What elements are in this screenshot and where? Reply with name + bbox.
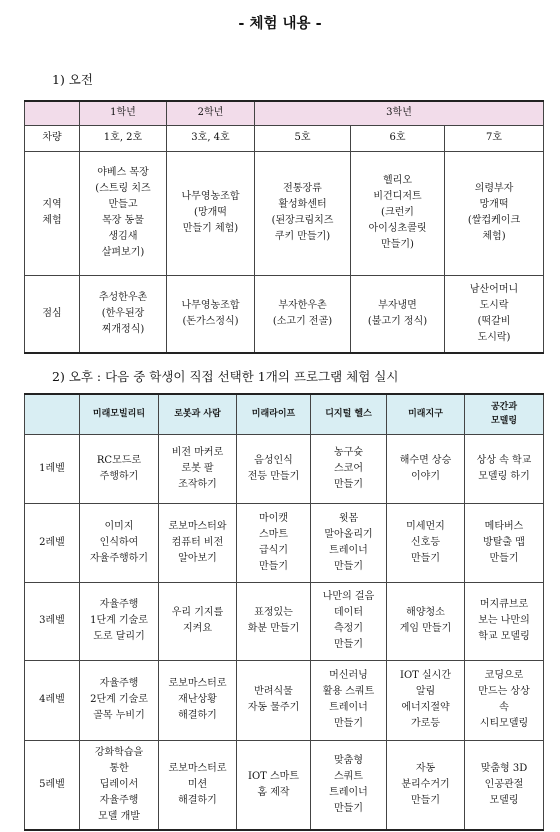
vehicle-cell: 1호, 2호 bbox=[80, 125, 167, 151]
vehicle-cell: 6호 bbox=[351, 125, 445, 151]
morning-table bbox=[24, 100, 544, 354]
program-cell: 머지큐브로 보는 나만의 학교 모델링 bbox=[465, 582, 544, 660]
program-cell: 나만의 걸음 데이터 측정기 만들기 bbox=[311, 582, 387, 660]
program-cell: 비전 마커로 로봇 팔 조작하기 bbox=[159, 434, 237, 503]
program-cell: 상상 속 학교 모델링 하기 bbox=[465, 434, 544, 503]
program-cell: 자동 분리수거기 만들기 bbox=[387, 740, 465, 830]
experience-cell: 야베스 목장 (스트링 치즈 만들고 목장 동물 생김새 살펴보기) bbox=[80, 151, 167, 275]
lunch-label: 점심 bbox=[25, 275, 80, 353]
corner-cell bbox=[25, 101, 80, 125]
experience-cell: 의령부자 망개떡 (쌀컵케이크 체험) bbox=[445, 151, 544, 275]
program-cell: 우리 기지를 지켜요 bbox=[159, 582, 237, 660]
table-row bbox=[25, 503, 544, 582]
morning-heading: 1) 오전 bbox=[52, 72, 93, 87]
lunch-cell: 부자한우촌 (소고기 전골) bbox=[255, 275, 351, 353]
program-cell: 윗몸 말아올리기 트레이너 만들기 bbox=[311, 503, 387, 582]
afternoon-table bbox=[24, 393, 544, 831]
program-column-header: 미래모빌리티 bbox=[80, 394, 159, 434]
program-cell: 로보마스터로 재난상황 해결하기 bbox=[159, 660, 237, 740]
program-cell: 강화학습을 통한 딥레이서 자율주행 모델 개발 bbox=[80, 740, 159, 830]
lunch-cell: 부자냉면 (불고기 정식) bbox=[351, 275, 445, 353]
program-cell: 농구슛 스코어 만들기 bbox=[311, 434, 387, 503]
level-label: 3레벨 bbox=[25, 582, 80, 660]
grade-header: 1학년 bbox=[80, 101, 167, 125]
program-cell: 표정있는 화분 만들기 bbox=[237, 582, 311, 660]
experience-label: 지역 체험 bbox=[25, 151, 80, 275]
vehicle-cell: 3호, 4호 bbox=[167, 125, 255, 151]
table-row bbox=[25, 660, 544, 740]
program-cell: 이미지 인식하여 자율주행하기 bbox=[80, 503, 159, 582]
experience-cell: 전통장류 활성화센터 (된장크림치즈 쿠키 만들기) bbox=[255, 151, 351, 275]
program-cell: 로보마스터와 컴퓨터 비전 알아보기 bbox=[159, 503, 237, 582]
program-cell: 미세먼지 신호등 만들기 bbox=[387, 503, 465, 582]
vehicle-cell: 7호 bbox=[445, 125, 544, 151]
program-cell: 해수면 상승 이야기 bbox=[387, 434, 465, 503]
program-column-header: 미래지구 bbox=[387, 394, 465, 434]
program-cell: RC모드로 주행하기 bbox=[80, 434, 159, 503]
program-cell: 마이캣 스마트 급식기 만들기 bbox=[237, 503, 311, 582]
afternoon-heading: 2) 오후 : 다음 중 학생이 직접 선택한 1개의 프로그램 체험 실시 bbox=[52, 369, 399, 384]
program-cell: 맞춤형 3D 인공관절 모델링 bbox=[465, 740, 544, 830]
vehicle-label: 차량 bbox=[25, 125, 80, 151]
lunch-cell: 남산어머니 도시락 (떡갈비 도시락) bbox=[445, 275, 544, 353]
experience-cell: 나무영농조합 (망개떡 만들기 체험) bbox=[167, 151, 255, 275]
lunch-cell: 추성한우촌 (한우된장 찌개정식) bbox=[80, 275, 167, 353]
grade-header: 3학년 bbox=[255, 101, 544, 125]
program-cell: 해양청소 게임 만들기 bbox=[387, 582, 465, 660]
program-cell: IOT 스마트 홈 제작 bbox=[237, 740, 311, 830]
program-column-header: 미래라이프 bbox=[237, 394, 311, 434]
level-label: 5레벨 bbox=[25, 740, 80, 830]
program-column-header: 로봇과 사람 bbox=[159, 394, 237, 434]
program-cell: 머신러닝 활용 스쿼트 트레이너 만들기 bbox=[311, 660, 387, 740]
program-cell: 맞춤형 스쿼트 트레이너 만들기 bbox=[311, 740, 387, 830]
program-cell: IOT 실시간 알림 에너지절약 가로등 bbox=[387, 660, 465, 740]
grade-header: 2학년 bbox=[167, 101, 255, 125]
corner-cell bbox=[25, 394, 80, 434]
program-column-header: 디지털 헬스 bbox=[311, 394, 387, 434]
level-label: 4레벨 bbox=[25, 660, 80, 740]
table-row bbox=[25, 740, 544, 830]
program-cell: 반려식물 자동 물주기 bbox=[237, 660, 311, 740]
lunch-cell: 나무영농조합 (돈가스정식) bbox=[167, 275, 255, 353]
level-label: 1레벨 bbox=[25, 434, 80, 503]
program-cell: 음성인식 전등 만들기 bbox=[237, 434, 311, 503]
page-title: - 체험 내용 - bbox=[238, 16, 322, 32]
vehicle-cell: 5호 bbox=[255, 125, 351, 151]
level-label: 2레벨 bbox=[25, 503, 80, 582]
program-column-header: 공간과 모델링 bbox=[465, 394, 544, 434]
experience-cell: 헬리오 비건디저트 (크런키 아이싱초콜릿 만들기) bbox=[351, 151, 445, 275]
program-cell: 메타버스 방탈출 맵 만들기 bbox=[465, 503, 544, 582]
program-cell: 로보마스터로 미션 해결하기 bbox=[159, 740, 237, 830]
program-cell: 코딩으로 만드는 상상 속 시티모델링 bbox=[465, 660, 544, 740]
program-cell: 자율주행 2단계 기술로 골목 누비기 bbox=[80, 660, 159, 740]
table-row bbox=[25, 582, 544, 660]
table-row bbox=[25, 434, 544, 503]
program-cell: 자율주행 1단계 기술로 도로 달리기 bbox=[80, 582, 159, 660]
